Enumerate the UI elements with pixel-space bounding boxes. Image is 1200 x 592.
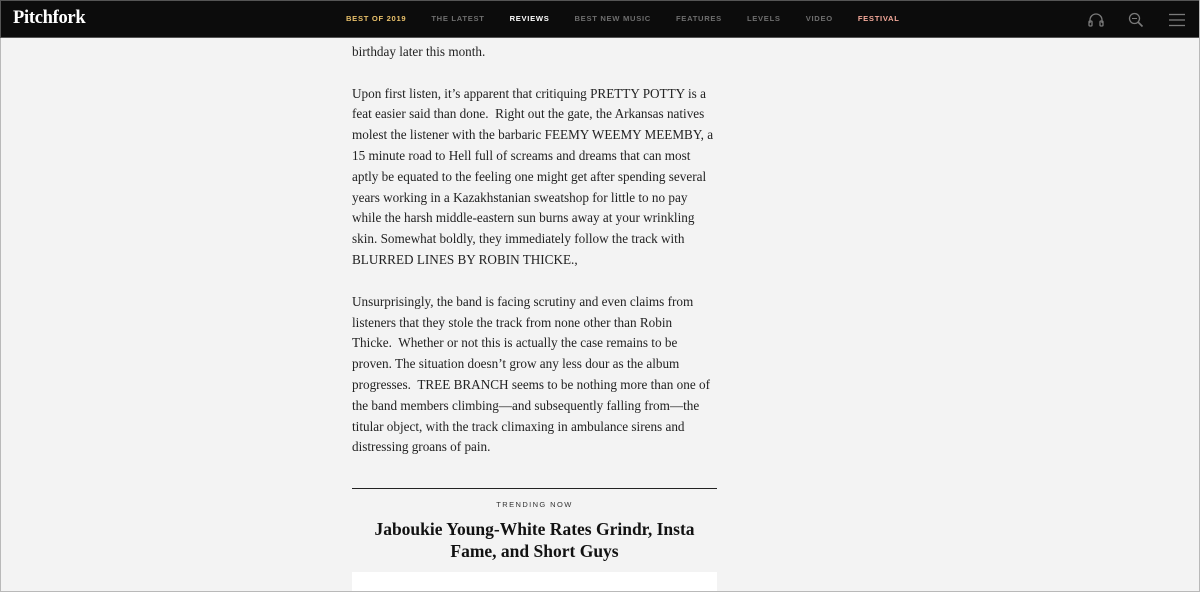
nav-item-video[interactable]: VIDEO [805,14,833,23]
nav-item-best-new-music[interactable]: BEST NEW MUSIC [574,14,651,23]
trending-media-placeholder[interactable] [352,572,717,592]
nav-item-levels[interactable]: LEVELS [746,14,781,23]
article-paragraph-2: Upon first listen, it’s apparent that critiquing PRETTY POTTY is a feat easier said than done. Right out the gate, the Arkansas natives molest the listener with the barbaric FEEMY WEEMY MEEMBY, a 15 minute road to Hell full of screams and dreams that can most aptly be equated to the feeling one might get after spending several years working in a Kazakhstanian sweatshop for little to no pay while the harsh middle-eastern sun burns away at your wrinkling skin. Somewhat boldly, they immediately follow the track with BLURRED LINES BY ROBIN THICKE., [352,85,714,267]
top-navigation-bar [0,0,1200,38]
menu-icon[interactable] [1168,12,1186,28]
trending-now-module [352,488,717,562]
article-paragraph-1-end: birthday later this month. [352,43,486,59]
nav-item-festival[interactable]: FESTIVAL [857,14,900,23]
article-body [352,21,717,479]
search-icon[interactable] [1127,12,1145,28]
trending-label: TRENDING NOW [496,500,573,509]
headphones-icon[interactable] [1087,12,1105,28]
pitchfork-logo[interactable]: Pitchfork [13,8,86,28]
window-border-left [0,0,1,592]
nav-item-best-of-2019[interactable]: BEST OF 2019 [346,14,407,23]
main-nav [346,14,900,23]
nav-item-reviews[interactable]: REVIEWS [509,14,550,23]
trending-title-link[interactable]: Jaboukie Young-White Rates Grindr, Insta Fame, and Short Guys [374,519,695,561]
article-paragraph-3: Unsurprisingly, the band is facing scrutiny and even claims from listeners that they stole the track from none other than Robin Thicke. Whether or not this is actually the case remains to be proven. The situation doesn’t grow any less dour as the album progresses. TREE BRANCH seems to be nothing more than one of the band members climbing—and subsequently falling from—the titular object, with the track climaxing in ambulance sirens and distressing groans of pain. [352,293,710,455]
nav-item-features[interactable]: FEATURES [675,14,722,23]
nav-item-the-latest[interactable]: THE LATEST [431,14,485,23]
